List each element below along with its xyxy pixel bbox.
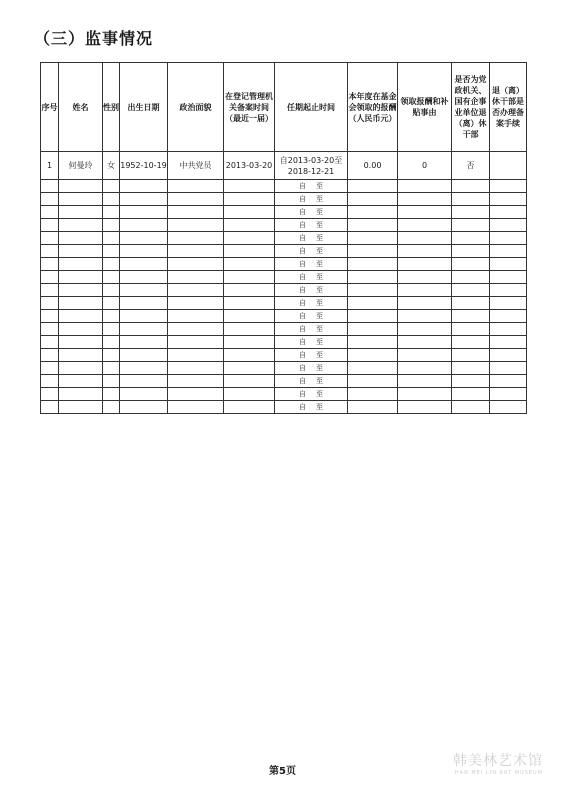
cell-remuneration (348, 284, 398, 297)
cell-birth-date (120, 310, 168, 323)
term-from-label: 自 (299, 402, 306, 411)
cell-subsidy-reason (398, 284, 452, 297)
cell-subsidy-reason (398, 349, 452, 362)
cell-remuneration (348, 297, 398, 310)
cell-index (41, 375, 59, 388)
cell-registered-term (224, 284, 275, 297)
table-row (41, 180, 527, 193)
cell-gender (103, 310, 120, 323)
cell-retired-filed (490, 271, 527, 284)
cell-gender (103, 297, 120, 310)
header-retired-cadre: 是否为党政机关、国有企事业单位退（离）休干部 (452, 63, 490, 152)
cell-political-status (168, 297, 224, 310)
term-to-label: 至 (316, 337, 323, 346)
term-to-label: 至 (316, 181, 323, 190)
cell-subsidy-reason (398, 401, 452, 414)
cell-retired-cadre (452, 401, 490, 414)
table-row (41, 258, 527, 271)
cell-remuneration (348, 206, 398, 219)
cell-subsidy-reason (398, 310, 452, 323)
table-row (41, 297, 527, 310)
cell-retired-cadre (452, 232, 490, 245)
cell-index (41, 271, 59, 284)
cell-retired-cadre (452, 297, 490, 310)
cell-birth-date (120, 388, 168, 401)
cell-name (59, 349, 103, 362)
cell-retired-filed (490, 401, 527, 414)
cell-retired-cadre (452, 349, 490, 362)
cell-retired-cadre (452, 245, 490, 258)
cell-name (59, 245, 103, 258)
cell-birth-date (120, 245, 168, 258)
cell-registered-term (224, 388, 275, 401)
table-row (41, 310, 527, 323)
cell-birth-date (120, 401, 168, 414)
header-term-period: 任期起止时间 (275, 63, 348, 152)
cell-gender (103, 245, 120, 258)
table-row (41, 388, 527, 401)
cell-birth-date (120, 336, 168, 349)
term-from-label: 自 (299, 272, 306, 281)
term-to-label: 至 (316, 207, 323, 216)
cell-retired-filed (490, 245, 527, 258)
cell-remuneration (348, 245, 398, 258)
cell-term-period (275, 401, 348, 414)
table-row (41, 336, 527, 349)
cell-retired-filed (490, 206, 527, 219)
term-to-label: 至 (316, 259, 323, 268)
cell-term-period (275, 362, 348, 375)
header-birth-date: 出生日期 (120, 63, 168, 152)
cell-term-period (275, 219, 348, 232)
watermark-main: 韩美林艺术馆 (453, 753, 543, 769)
cell-index (41, 336, 59, 349)
cell-birth-date (120, 219, 168, 232)
header-remuneration: 本年度在基金会领取的报酬（人民币元） (348, 63, 398, 152)
term-from-label: 自 (299, 389, 306, 398)
cell-political-status (168, 284, 224, 297)
term-to-label: 至 (316, 311, 323, 320)
header-name: 姓名 (59, 63, 103, 152)
cell-remuneration (348, 336, 398, 349)
table-row (41, 152, 527, 180)
cell-gender (103, 284, 120, 297)
term-from-label: 自 (299, 220, 306, 229)
cell-name (59, 297, 103, 310)
cell-name (59, 310, 103, 323)
cell-name (59, 180, 103, 193)
cell-index (41, 310, 59, 323)
cell-subsidy-reason (398, 336, 452, 349)
cell-retired-filed (490, 349, 527, 362)
table-row (41, 375, 527, 388)
cell-registered-term (224, 232, 275, 245)
cell-political-status (168, 375, 224, 388)
cell-retired-cadre (452, 375, 490, 388)
cell-subsidy-reason (398, 271, 452, 284)
cell-retired-cadre (452, 284, 490, 297)
cell-retired-cadre (452, 388, 490, 401)
cell-birth-date (120, 258, 168, 271)
cell-gender: 女 (103, 152, 120, 180)
cell-retired-filed (490, 284, 527, 297)
term-start-line: 自2013-03-20至 (279, 155, 343, 165)
cell-birth-date (120, 180, 168, 193)
cell-remuneration (348, 401, 398, 414)
cell-political-status (168, 232, 224, 245)
museum-watermark (453, 750, 543, 776)
header-political-status: 政治面貌 (168, 63, 224, 152)
cell-name (59, 271, 103, 284)
term-from-label: 自 (299, 298, 306, 307)
cell-registered-term (224, 323, 275, 336)
term-to-label: 至 (316, 389, 323, 398)
cell-term-period (275, 297, 348, 310)
cell-name (59, 258, 103, 271)
table-row (41, 245, 527, 258)
cell-gender (103, 232, 120, 245)
table-row (41, 206, 527, 219)
cell-subsidy-reason (398, 323, 452, 336)
cell-retired-cadre (452, 336, 490, 349)
header-gender: 性别 (103, 63, 120, 152)
cell-remuneration (348, 232, 398, 245)
cell-registered-term (224, 349, 275, 362)
cell-index (41, 388, 59, 401)
cell-gender (103, 323, 120, 336)
cell-term-period (275, 206, 348, 219)
watermark-sub: HAN MEI LIN ART MUSEUM (454, 770, 543, 776)
cell-retired-filed (490, 152, 527, 180)
cell-subsidy-reason (398, 375, 452, 388)
cell-birth-date (120, 349, 168, 362)
table-row (41, 193, 527, 206)
cell-index (41, 219, 59, 232)
term-from-label: 自 (299, 337, 306, 346)
cell-index (41, 401, 59, 414)
cell-political-status (168, 401, 224, 414)
cell-remuneration (348, 271, 398, 284)
cell-term-period (275, 232, 348, 245)
cell-remuneration (348, 193, 398, 206)
cell-term-period (275, 336, 348, 349)
term-from-label: 自 (299, 194, 306, 203)
cell-birth-date (120, 206, 168, 219)
cell-retired-filed (490, 193, 527, 206)
header-subsidy-reason: 领取报酬和补贴事由 (398, 63, 452, 152)
cell-term-period (275, 310, 348, 323)
term-to-label: 至 (316, 285, 323, 294)
cell-subsidy-reason (398, 232, 452, 245)
cell-gender (103, 349, 120, 362)
cell-retired-filed (490, 388, 527, 401)
cell-political-status (168, 206, 224, 219)
cell-political-status (168, 180, 224, 193)
cell-political-status (168, 388, 224, 401)
cell-term-period (275, 193, 348, 206)
cell-gender (103, 401, 120, 414)
cell-name (59, 375, 103, 388)
cell-index (41, 297, 59, 310)
cell-birth-date (120, 284, 168, 297)
term-to-label: 至 (316, 298, 323, 307)
cell-retired-filed (490, 258, 527, 271)
term-to-label: 至 (316, 324, 323, 333)
cell-remuneration (348, 375, 398, 388)
term-to-label: 至 (316, 194, 323, 203)
cell-retired-filed (490, 180, 527, 193)
table-row (41, 349, 527, 362)
cell-registered-term (224, 258, 275, 271)
term-from-label: 自 (299, 233, 306, 242)
cell-index (41, 362, 59, 375)
term-to-label: 至 (316, 350, 323, 359)
cell-remuneration (348, 362, 398, 375)
cell-index: 1 (41, 152, 59, 180)
term-to-label: 至 (316, 376, 323, 385)
table-header-row (41, 63, 527, 152)
cell-registered-term (224, 180, 275, 193)
cell-gender (103, 219, 120, 232)
cell-remuneration (348, 349, 398, 362)
term-to-label: 至 (316, 272, 323, 281)
cell-subsidy-reason (398, 193, 452, 206)
cell-name (59, 284, 103, 297)
cell-remuneration (348, 258, 398, 271)
cell-retired-filed (490, 297, 527, 310)
cell-political-status (168, 362, 224, 375)
cell-subsidy-reason (398, 180, 452, 193)
cell-remuneration (348, 388, 398, 401)
cell-subsidy-reason (398, 297, 452, 310)
cell-retired-cadre (452, 362, 490, 375)
term-from-label: 自 (299, 246, 306, 255)
cell-registered-term (224, 219, 275, 232)
cell-registered-term (224, 375, 275, 388)
cell-retired-filed (490, 323, 527, 336)
term-from-label: 自 (299, 207, 306, 216)
cell-gender (103, 258, 120, 271)
cell-birth-date (120, 232, 168, 245)
cell-birth-date (120, 271, 168, 284)
cell-retired-cadre (452, 258, 490, 271)
cell-retired-filed (490, 310, 527, 323)
cell-term-period (275, 349, 348, 362)
cell-registered-term (224, 297, 275, 310)
cell-term-period (275, 388, 348, 401)
term-from-label: 自 (299, 311, 306, 320)
cell-birth-date (120, 375, 168, 388)
term-from-label: 自 (299, 324, 306, 333)
cell-gender (103, 180, 120, 193)
cell-retired-filed (490, 219, 527, 232)
cell-birth-date (120, 297, 168, 310)
cell-term-period (275, 180, 348, 193)
cell-birth-date (120, 193, 168, 206)
cell-name (59, 206, 103, 219)
cell-registered-term (224, 362, 275, 375)
cell-remuneration (348, 310, 398, 323)
cell-term-period (275, 284, 348, 297)
cell-gender (103, 388, 120, 401)
cell-index (41, 232, 59, 245)
term-from-label: 自 (299, 363, 306, 372)
term-from-label: 自 (299, 259, 306, 268)
cell-retired-cadre: 否 (452, 152, 490, 180)
table-row (41, 362, 527, 375)
cell-birth-date (120, 323, 168, 336)
cell-gender (103, 336, 120, 349)
cell-birth-date (120, 362, 168, 375)
cell-gender (103, 206, 120, 219)
cell-name (59, 401, 103, 414)
cell-subsidy-reason (398, 362, 452, 375)
cell-index (41, 349, 59, 362)
cell-name: 何曼玲 (59, 152, 103, 180)
cell-term-period (275, 375, 348, 388)
table-row (41, 323, 527, 336)
cell-name (59, 232, 103, 245)
cell-political-status (168, 258, 224, 271)
cell-political-status (168, 271, 224, 284)
cell-name (59, 362, 103, 375)
cell-index (41, 245, 59, 258)
cell-political-status (168, 310, 224, 323)
cell-registered-term (224, 401, 275, 414)
header-retired-filed: 退（离）休干部是否办理备案手续 (490, 63, 527, 152)
cell-remuneration (348, 323, 398, 336)
cell-retired-cadre (452, 310, 490, 323)
cell-remuneration (348, 180, 398, 193)
cell-term-period (275, 245, 348, 258)
term-from-label: 自 (299, 376, 306, 385)
cell-index (41, 258, 59, 271)
section-title: （三）监事情况 (34, 29, 154, 48)
cell-registered-term (224, 206, 275, 219)
term-to-label: 至 (316, 363, 323, 372)
cell-gender (103, 193, 120, 206)
cell-remuneration: 0.00 (348, 152, 398, 180)
cell-political-status (168, 193, 224, 206)
term-to-label: 至 (316, 220, 323, 229)
cell-subsidy-reason (398, 219, 452, 232)
table-row (41, 284, 527, 297)
table-row (41, 219, 527, 232)
cell-index (41, 206, 59, 219)
table-row (41, 232, 527, 245)
cell-retired-filed (490, 375, 527, 388)
cell-retired-filed (490, 336, 527, 349)
term-from-label: 自 (299, 181, 306, 190)
cell-subsidy-reason: 0 (398, 152, 452, 180)
table-row (41, 271, 527, 284)
cell-index (41, 323, 59, 336)
term-to-label: 至 (316, 233, 323, 242)
cell-term-period (275, 323, 348, 336)
cell-political-status (168, 349, 224, 362)
term-from-label: 自 (299, 350, 306, 359)
cell-subsidy-reason (398, 245, 452, 258)
cell-term-period (275, 258, 348, 271)
cell-retired-filed (490, 232, 527, 245)
cell-political-status: 中共党员 (168, 152, 224, 180)
cell-retired-filed (490, 362, 527, 375)
cell-registered-term (224, 193, 275, 206)
cell-gender (103, 375, 120, 388)
header-index: 序号 (41, 63, 59, 152)
cell-term-period (275, 271, 348, 284)
cell-registered-term (224, 245, 275, 258)
cell-retired-cadre (452, 219, 490, 232)
cell-retired-cadre (452, 193, 490, 206)
cell-index (41, 180, 59, 193)
cell-political-status (168, 336, 224, 349)
term-to-label: 至 (316, 246, 323, 255)
cell-registered-term: 2013-03-20 (224, 152, 275, 180)
header-registered-term: 在登记管理机关备案时间（最近一届） (224, 63, 275, 152)
cell-subsidy-reason (398, 388, 452, 401)
term-to-label: 至 (316, 402, 323, 411)
cell-name (59, 323, 103, 336)
cell-retired-cadre (452, 180, 490, 193)
cell-name (59, 336, 103, 349)
cell-retired-cadre (452, 323, 490, 336)
table-row (41, 401, 527, 414)
cell-retired-cadre (452, 206, 490, 219)
cell-name (59, 219, 103, 232)
cell-political-status (168, 323, 224, 336)
cell-subsidy-reason (398, 258, 452, 271)
supervisor-table (40, 62, 527, 414)
cell-remuneration (348, 219, 398, 232)
page-number: 第5页 (269, 766, 296, 777)
cell-name (59, 388, 103, 401)
cell-retired-cadre (452, 271, 490, 284)
term-from-label: 自 (299, 285, 306, 294)
cell-term-period (275, 152, 348, 180)
cell-index (41, 284, 59, 297)
cell-gender (103, 271, 120, 284)
cell-name (59, 193, 103, 206)
cell-registered-term (224, 271, 275, 284)
cell-index (41, 193, 59, 206)
cell-registered-term (224, 310, 275, 323)
cell-political-status (168, 245, 224, 258)
cell-political-status (168, 219, 224, 232)
cell-subsidy-reason (398, 206, 452, 219)
cell-gender (103, 362, 120, 375)
cell-registered-term (224, 336, 275, 349)
cell-birth-date: 1952-10-19 (120, 152, 168, 180)
term-end-line: 2018-12-21 (287, 166, 335, 176)
